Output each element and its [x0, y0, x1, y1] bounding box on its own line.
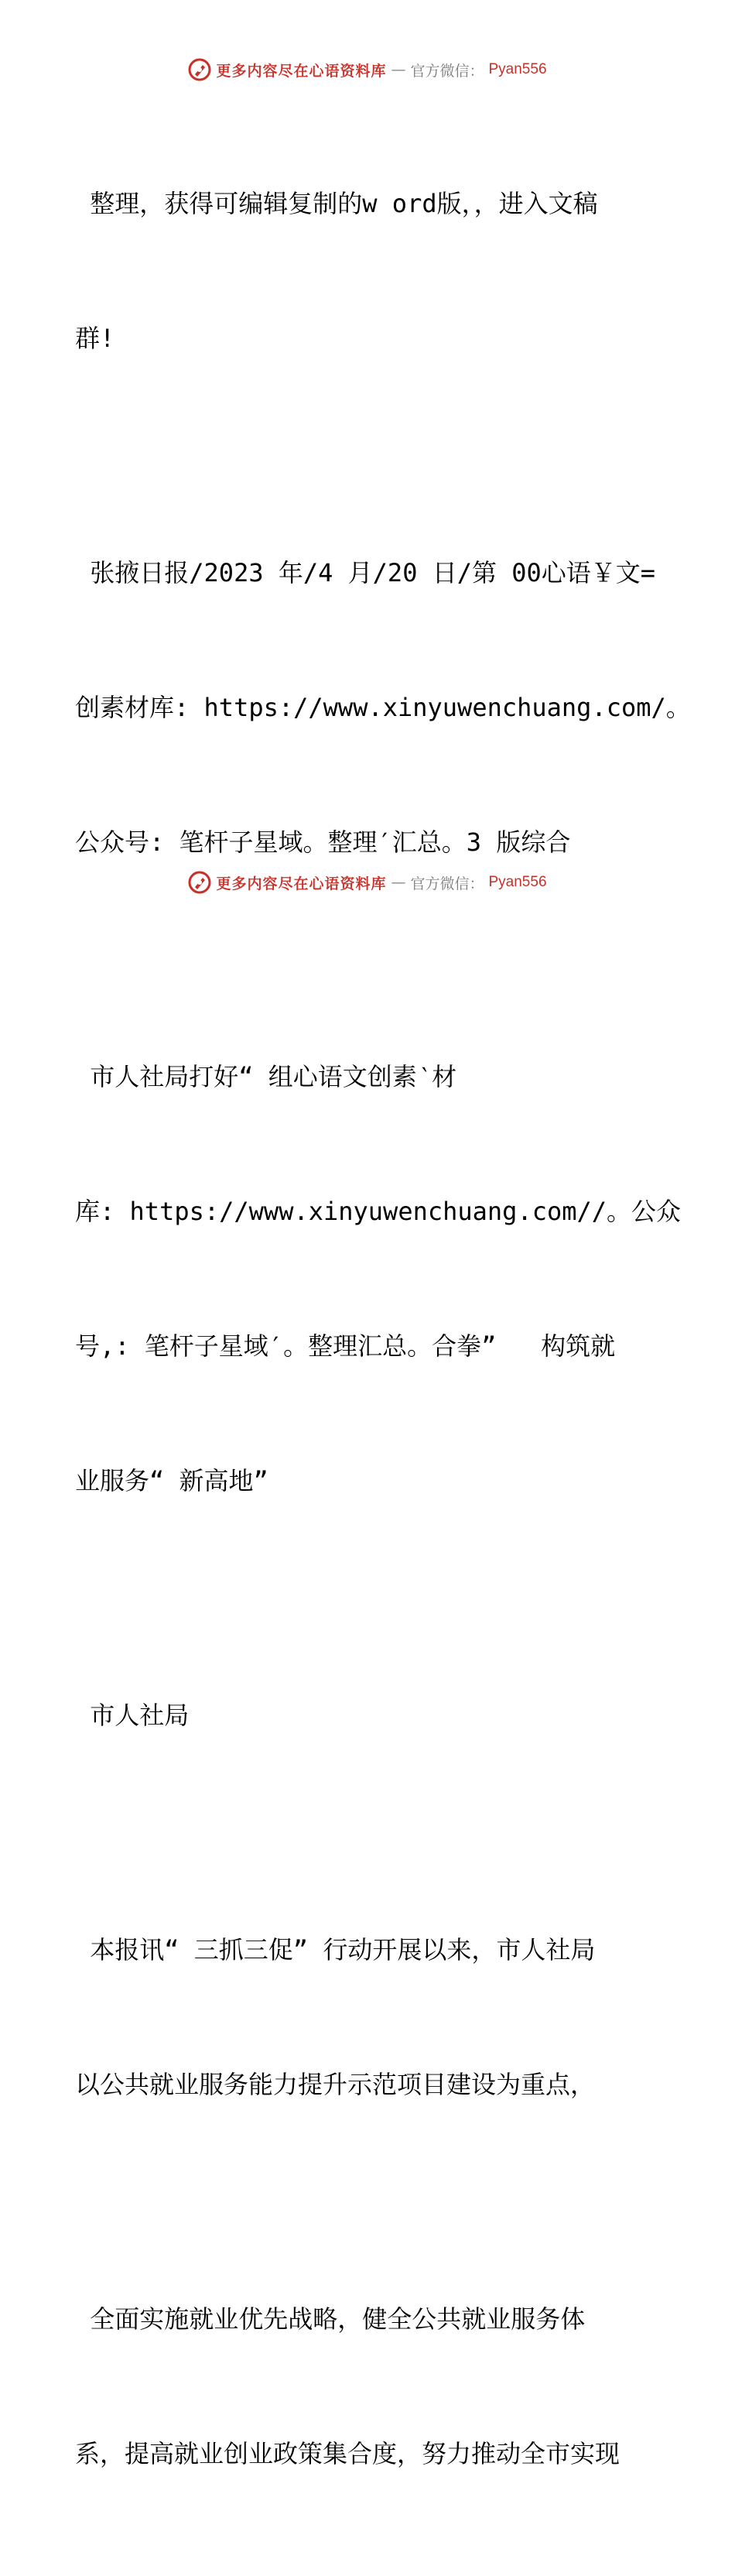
document-body	[75, 91, 691, 2576]
watermark-separator: —	[391, 874, 406, 891]
paragraph	[75, 2207, 663, 2566]
text-line: 本报讯“ 三抓三促” 行动开展以来，市人社局	[75, 1935, 596, 1965]
text-line: 公众号: 笔杆子星域。整理′汇总。3 版综合	[75, 827, 571, 857]
text-line: 业服务“ 新高地”	[75, 1466, 268, 1495]
paragraph	[75, 91, 663, 450]
watermark-official-label: 官方微信：	[410, 62, 484, 80]
watermark-wechat-id: Pyan556	[488, 874, 547, 890]
text-line: 系，提高就业创业政策集合度，努力推动全市实现	[75, 2439, 620, 2468]
header-watermark	[0, 54, 735, 85]
pen-logo-icon	[188, 58, 211, 81]
watermark-official-label: 官方微信：	[410, 875, 484, 892]
footer-watermark	[0, 867, 735, 898]
text-line: 张掖日报/2023 年/4 月/20 日/第 00心语￥文=	[75, 558, 656, 587]
watermark-text: 更多内容尽在心语资料库	[216, 875, 387, 892]
text-line: 创素材库: https://www.xinyuwenchuang.com/。	[75, 693, 691, 722]
watermark-separator: —	[391, 61, 406, 78]
watermark-content	[188, 58, 546, 81]
text-line: 库: https://www.xinyuwenchuang.com//。公众	[75, 1197, 682, 1226]
text-line: 整理，获得可编辑复制的w ord版，，进入文稿	[75, 189, 598, 218]
watermark-content	[188, 871, 546, 894]
paragraph	[75, 1838, 663, 2197]
watermark-text: 更多内容尽在心语资料库	[216, 62, 387, 80]
text-line: 号,: 笔杆子星域′。整理汇总。合拳” 构筑就	[75, 1331, 616, 1361]
text-line: 以公共就业服务能力提升示范项目建设为重点，	[75, 2070, 596, 2099]
watermark-wechat-id: Pyan556	[488, 61, 547, 77]
paragraph	[75, 1603, 663, 1828]
text-line: 全面实施就业优先战略，健全公共就业服务体	[75, 2304, 586, 2334]
text-line: 群!	[75, 324, 115, 353]
paragraph	[75, 964, 682, 1593]
text-line: 市人社局打好“ 组心语文创素‵材	[75, 1062, 457, 1091]
pen-logo-icon	[188, 871, 211, 894]
text-line: 市人社局	[75, 1701, 190, 1730]
